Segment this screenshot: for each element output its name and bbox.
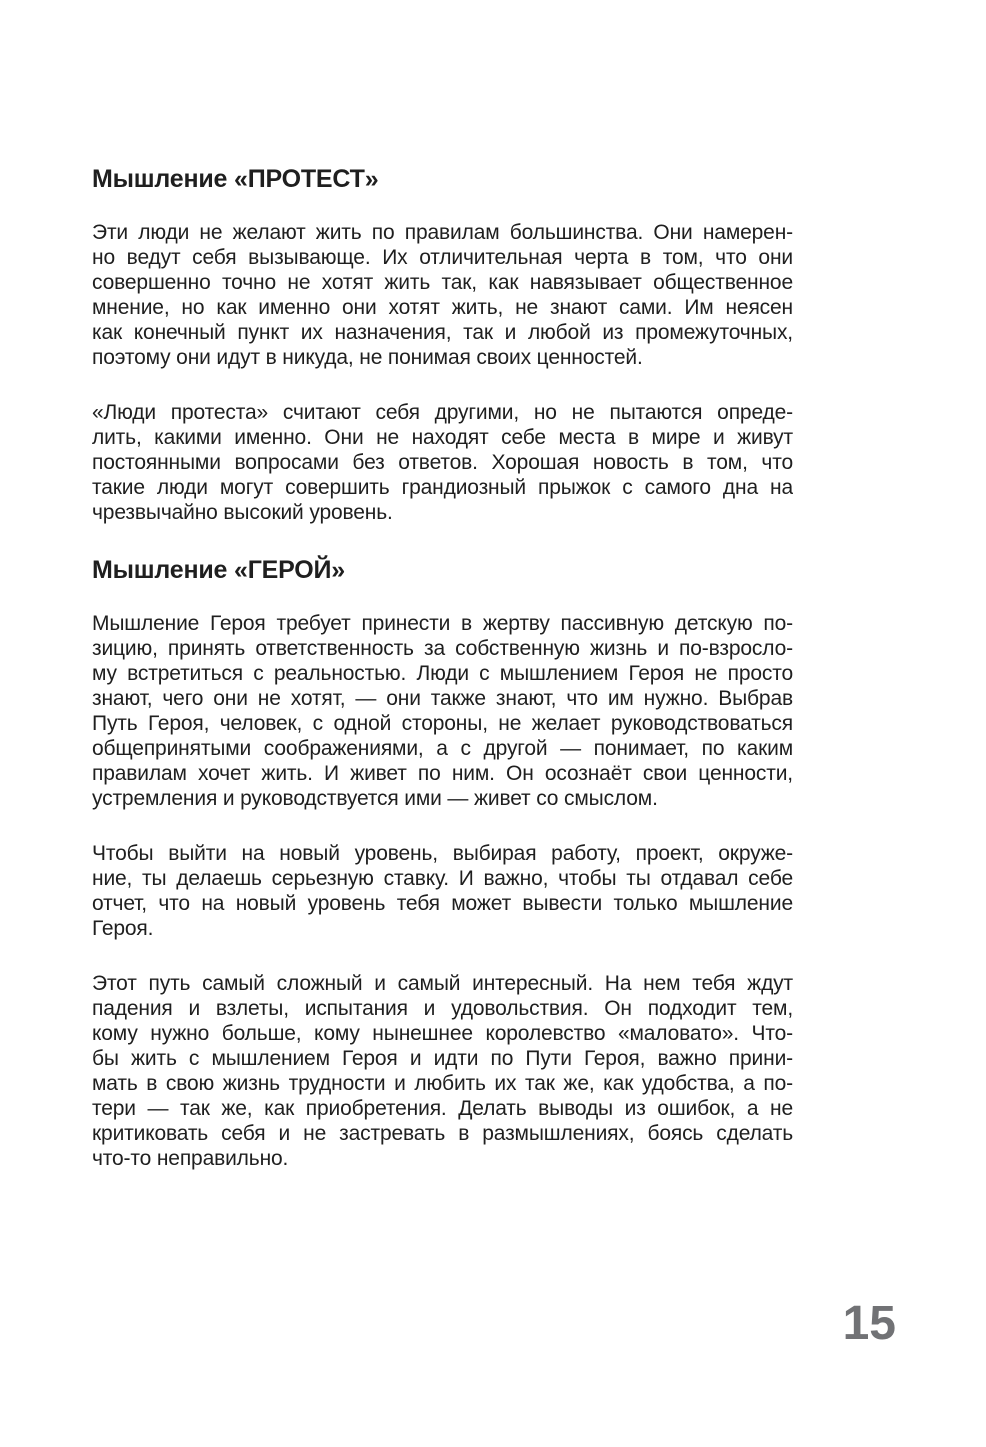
text-line: критиковать себя и не застревать в размышлениях, боясь сделать xyxy=(92,1122,793,1145)
text-line: общепринятыми соображениями, а с другой — понимает, по каким xyxy=(92,737,793,760)
text-line: падения и взлеты, испытания и удовольствия. Он подходит тем, xyxy=(92,997,793,1020)
paragraph-hero-3 xyxy=(92,971,793,1171)
text-line: поэтому они идут в никуда, не понимая своих ценностей. xyxy=(92,346,643,369)
text-line: зицию, принять ответственность за собственную жизнь и по-взросло- xyxy=(92,637,793,660)
section-heading-hero: Мышление «ГЕРОЙ» xyxy=(92,556,346,584)
text-line: совершенно точно не хотят жить так, как навязывает общественное xyxy=(92,271,793,294)
paragraph-hero-2 xyxy=(92,841,793,941)
paragraph-hero-1 xyxy=(92,611,793,811)
text-line: отчет, что на новый уровень тебя может вывести только мышление xyxy=(92,892,793,915)
text-line: кому нужно больше, кому нынешнее королевство «маловато». Что- xyxy=(92,1022,793,1045)
text-line: что-то неправильно. xyxy=(92,1147,289,1170)
text-line: но ведут себя вызывающе. Их отличительная черта в том, что они xyxy=(92,246,793,269)
text-line: правилам хочет жить. И живет по ним. Он осознаёт свои ценности, xyxy=(92,762,793,785)
text-line: Мышление Героя требует принести в жертву пассивную детскую по- xyxy=(92,612,793,635)
page-number: 15 xyxy=(842,1297,896,1350)
text-line: как конечный пункт их назначения, так и любой из промежуточных, xyxy=(92,321,793,344)
text-line: му встретиться с реальностью. Люди с мышлением Героя не просто xyxy=(92,662,793,685)
page-content xyxy=(92,0,793,1201)
text-line: тери — так же, как приобретения. Делать выводы из ошибок, а не xyxy=(92,1097,793,1120)
text-line: устремления и руководствуется ими — живет со смыслом. xyxy=(92,787,658,810)
text-line: «Люди протеста» считают себя другими, но не пытаются опреде- xyxy=(92,401,793,424)
text-line: Этот путь самый сложный и самый интересный. На нем тебя ждут xyxy=(92,972,793,995)
text-line: Путь Героя, человек, с одной стороны, не желает руководствоваться xyxy=(92,712,793,735)
text-line: мать в свою жизнь трудности и любить их так же, как удобства, а по- xyxy=(92,1072,793,1095)
section-hero-mindset xyxy=(92,555,793,1171)
text-line: знают, чего они не хотят, — они также знают, что им нужно. Выбрав xyxy=(92,687,793,710)
text-line: ние, ты делаешь серьезную ставку. И важно, чтобы ты отдавал себе xyxy=(92,867,793,890)
section-heading-protest: Мышление «ПРОТЕСТ» xyxy=(92,165,379,193)
text-line: Эти люди не желают жить по правилам большинства. Они намерен- xyxy=(92,221,793,244)
paragraph-protest-2 xyxy=(92,400,793,525)
paragraph-protest-1 xyxy=(92,220,793,370)
text-line: такие люди могут совершить грандиозный прыжок с самого дна на xyxy=(92,476,793,499)
text-line: Героя. xyxy=(92,917,154,940)
text-line: чрезвычайно высокий уровень. xyxy=(92,501,393,524)
text-line: постоянными вопросами без ответов. Хорошая новость в том, что xyxy=(92,451,793,474)
text-line: лить, какими именно. Они не находят себе места в мире и живут xyxy=(92,426,793,449)
text-line: бы жить с мышлением Героя и идти по Пути Героя, важно прини- xyxy=(92,1047,793,1070)
section-protest-mindset xyxy=(92,164,793,525)
text-line: мнение, но как именно они хотят жить, не знают сами. Им неясен xyxy=(92,296,793,319)
text-line: Чтобы выйти на новый уровень, выбирая работу, проект, окруже- xyxy=(92,842,793,865)
